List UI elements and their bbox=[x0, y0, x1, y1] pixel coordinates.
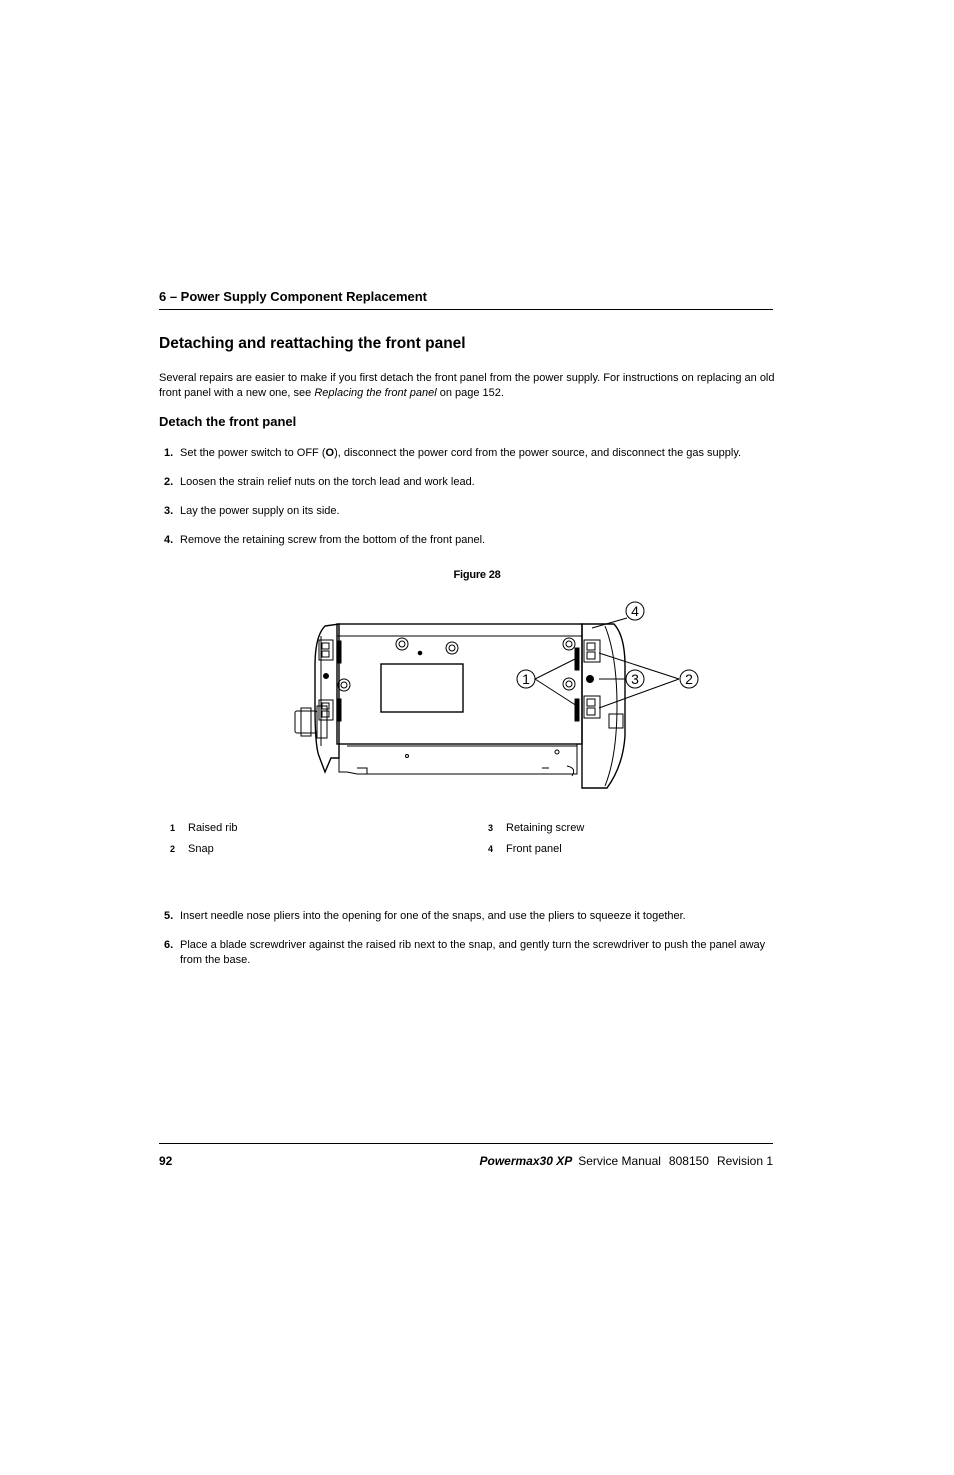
callout-2: 2 bbox=[685, 671, 693, 687]
legend-number: 1 bbox=[170, 823, 176, 833]
cross-reference-link[interactable]: Replacing the front panel bbox=[314, 387, 437, 399]
page-footer bbox=[159, 1143, 773, 1168]
step-number: 5. bbox=[164, 910, 174, 922]
intro-paragraph bbox=[159, 371, 779, 401]
section-title: Detaching and reattaching the front panel bbox=[159, 335, 466, 352]
step-text: Lay the power supply on its side. bbox=[180, 505, 340, 517]
revision: Revision 1 bbox=[716, 1154, 773, 1168]
step-4 bbox=[164, 533, 776, 548]
step-text: Loosen the strain relief nuts on the torch lead and work lead. bbox=[180, 476, 475, 488]
legend-number: 3 bbox=[488, 823, 494, 833]
part-number: 808150 bbox=[668, 1154, 709, 1168]
legend-number: 2 bbox=[170, 844, 176, 854]
intro-text: Several repairs are easier to make if you first detach the front panel from the power supply. For instructions on replacing an old front panel with a new one, see bbox=[159, 372, 775, 399]
step-number: 4. bbox=[164, 534, 174, 546]
callout-1: 1 bbox=[522, 671, 530, 687]
legend-label: Snap bbox=[188, 843, 214, 855]
chapter-header: 6 – Power Supply Component Replacement bbox=[159, 289, 773, 310]
step-text: Set the power switch to OFF (O), disconnect the power cord from the power source, and disconnect the gas supply. bbox=[180, 447, 742, 459]
step-text: Remove the retaining screw from the bottom of the front panel. bbox=[180, 534, 486, 546]
step-3 bbox=[164, 504, 776, 519]
product-name: Powermax30 XP bbox=[479, 1154, 573, 1168]
legend-label: Retaining screw bbox=[506, 822, 585, 834]
intro-page-ref: on page 152. bbox=[436, 387, 504, 399]
figure-caption: Figure 28 bbox=[453, 569, 501, 581]
step-1 bbox=[164, 446, 776, 461]
step-number: 1. bbox=[164, 447, 174, 459]
off-symbol: O bbox=[325, 447, 335, 459]
step-6 bbox=[164, 938, 776, 968]
callout-4: 4 bbox=[631, 603, 639, 619]
step-number: 6. bbox=[164, 939, 174, 951]
power-supply-bottom-view-illustration bbox=[287, 596, 707, 796]
subsection-title: Detach the front panel bbox=[159, 414, 297, 429]
step-number: 3. bbox=[164, 505, 174, 517]
legend-label: Front panel bbox=[506, 843, 562, 855]
footer-document-info bbox=[479, 1154, 773, 1168]
legend-number: 4 bbox=[488, 844, 494, 854]
manual-type: Service Manual bbox=[578, 1154, 661, 1168]
step-5 bbox=[164, 909, 776, 924]
callout-3: 3 bbox=[631, 671, 639, 687]
step-text: Place a blade screwdriver against the raised rib next to the snap, and gently turn the screwdriver to push the panel away from the base. bbox=[180, 939, 766, 966]
step-text: Insert needle nose pliers into the opening for one of the snaps, and use the pliers to squeeze it together. bbox=[180, 910, 686, 922]
step-2 bbox=[164, 475, 776, 490]
legend-label: Raised rib bbox=[188, 822, 238, 834]
step-number: 2. bbox=[164, 476, 174, 488]
page-number: 92 bbox=[159, 1154, 173, 1168]
